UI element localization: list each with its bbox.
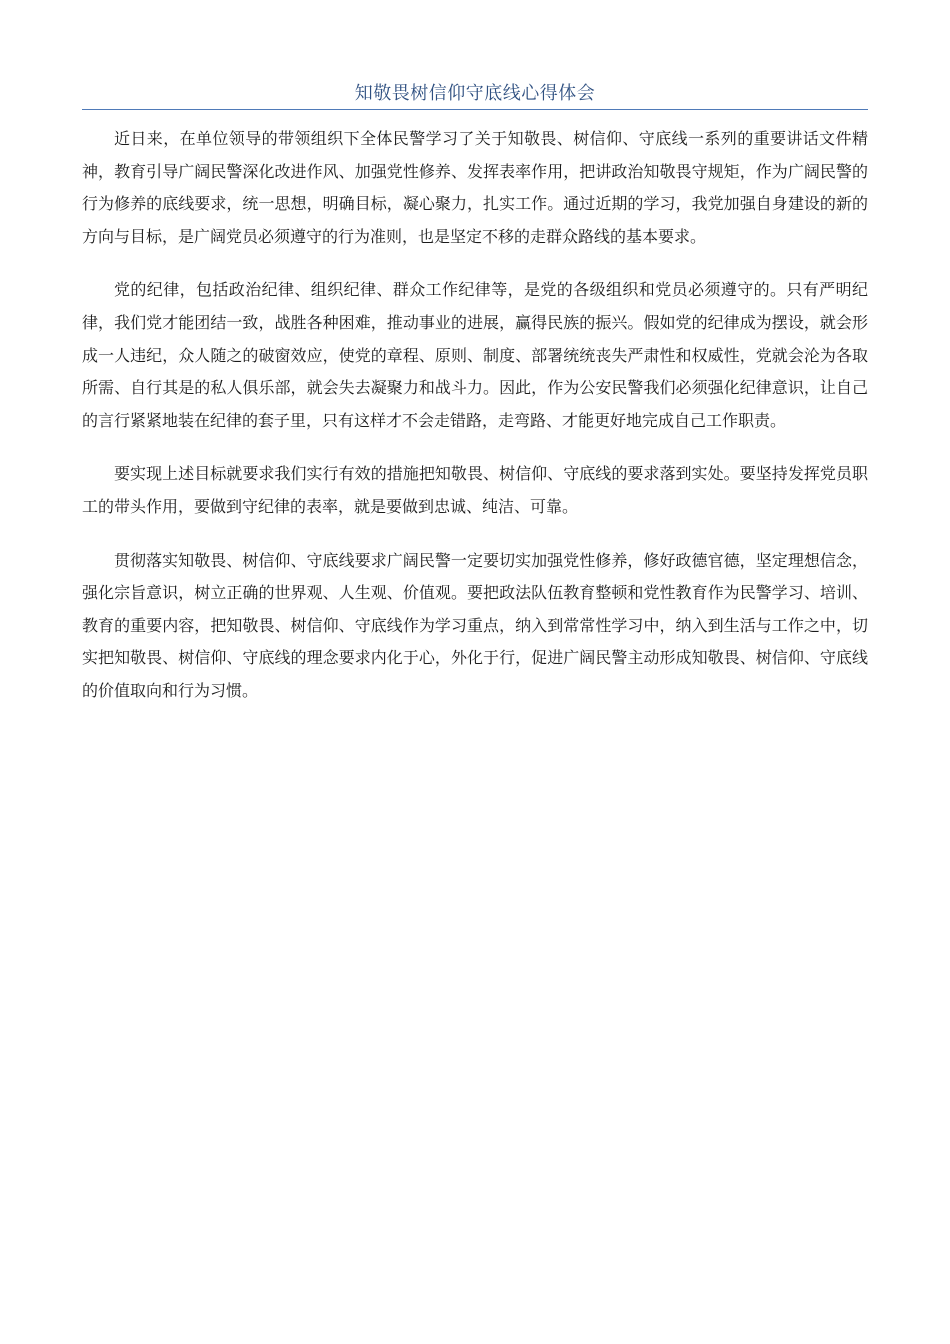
paragraph-2: 党的纪律，包括政治纪律、组织纪律、群众工作纪律等，是党的各级组织和党员必须遵守的。只有严明纪律，我们党才能团结一致，战胜各种困难，推动事业的进展，赢得民族的振兴。假如党的纪律成为摆设，就会形成一人违纪，众人随之的破窗效应，使党的章程、原则、制度、部署统统丧失严肃性和权威性，党就会沦为各取所需、自行其是的私人俱乐部，就会失去凝聚力和战斗力。因此，作为公安民警我们必须强化纪律意识，让自己的言行紧紧地装在纪律的套子里，只有这样才不会走错路，走弯路、才能更好地完成自己工作职责。 [82, 280, 868, 430]
paragraph-4: 贯彻落实知敬畏、树信仰、守底线要求广阔民警一定要切实加强党性修养，修好政德官德，坚定理想信念，强化宗旨意识，树立正确的世界观、人生观、价值观。要把政法队伍教育整顿和党性教育作为民警学习、培训、教育的重要内容，把知敬畏、树信仰、守底线作为学习重点，纳入到常常性学习中，纳入到生活与工作之中，切实把知敬畏、树信仰、守底线的理念要求内化于心，外化于行，促进广阔民警主动形成知敬畏、树信仰、守底线的价值取向和行为习惯。 [82, 550, 868, 700]
document-body [82, 123, 868, 729]
paragraph-1: 近日来，在单位领导的带领组织下全体民警学习了关于知敬畏、树信仰、守底线一系列的重要讲话文件精神，教育引导广阔民警深化改进作风、加强党性修养、发挥表率作用，把讲政治知敬畏守规矩，作为广阔民警的行为修养的底线要求，统一思想，明确目标，凝心聚力，扎实工作。通过近期的学习，我党加强自身建设的新的方向与目标，是广阔党员必须遵守的行为准则，也是坚定不移的走群众路线的基本要求。 [82, 129, 868, 246]
paragraph-3: 要实现上述目标就要求我们实行有效的措施把知敬畏、树信仰、守底线的要求落到实处。要坚持发挥党员职工的带头作用，要做到守纪律的表率，就是要做到忠诚、纯洁、可靠。 [82, 464, 868, 516]
title-underline [82, 109, 868, 110]
document-title: 知敬畏树信仰守底线心得体会 [354, 83, 596, 104]
